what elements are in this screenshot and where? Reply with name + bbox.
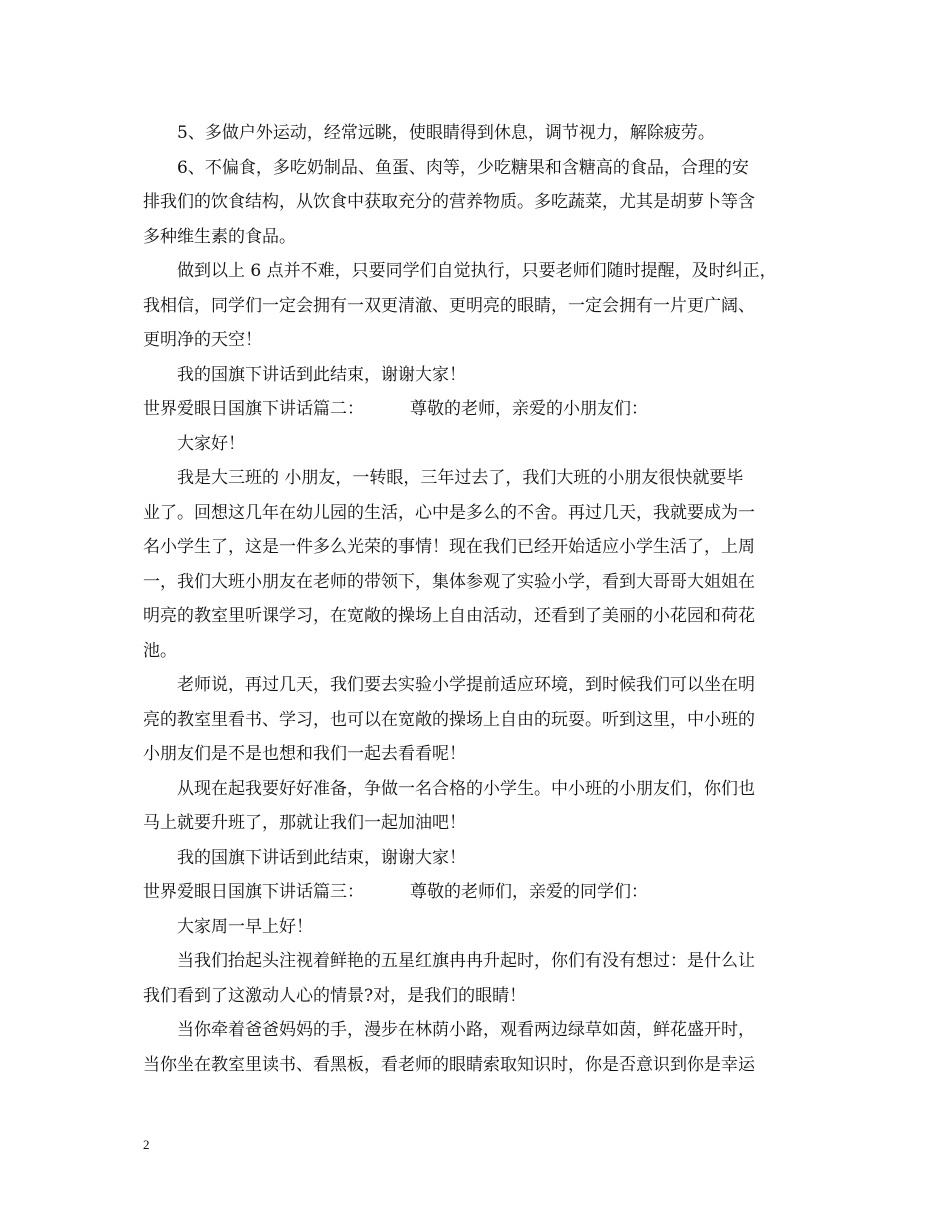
section-greeting: 尊敬的老师们，亲爱的同学们：: [410, 882, 648, 902]
text-line: 大家周一早上好！: [177, 916, 313, 937]
text-line: 5、多做户外运动，经常远眺，使眼睛得到休息，调节视力，解除疲劳。: [177, 123, 715, 143]
text-line: 小朋友们是不是也想和我们一起去看看呢！: [143, 744, 466, 764]
text-line: 从现在起我要好好准备，争做一名合格的小学生。中小班的小朋友们，你们也: [177, 778, 755, 799]
section-heading-line: [143, 392, 833, 427]
text-line: 多种维生素的食品。: [143, 226, 296, 247]
section-title: 世界爱眼日国旗下讲话篇三：: [143, 882, 364, 902]
text-line: 当你牵着爸爸妈妈的手，漫步在林荫小路，观看两边绿草如茵，鲜花盛开时，: [177, 1020, 755, 1040]
text-line: 我们看到了这激动人心的情景?对，是我们的眼睛！: [143, 985, 527, 1006]
text-line: 我是大三班的 小朋友，一转眼，三年过去了，我们大班的小朋友很快就要毕: [177, 468, 744, 488]
text-line: 当我们抬起头注视着鲜艳的五星红旗冉冉升起时，你们有没有想过：是什么让: [177, 951, 755, 971]
text-line: 排我们的饮食结构，从饮食中获取充分的营养物质。多吃蔬菜，尤其是胡萝卜等含: [143, 192, 755, 212]
text-line: 更明净的天空！: [143, 330, 262, 350]
section-title: 世界爱眼日国旗下讲话篇二：: [143, 399, 364, 419]
document-body: [143, 116, 833, 1082]
text-line: 老师说，再过几天，我们要去实验小学提前适应环境，到时候我们可以坐在明: [177, 675, 755, 695]
section-greeting: 尊敬的老师，亲爱的小朋友们：: [410, 399, 648, 419]
text-line: 我相信，同学们一定会拥有一双更清澈、更明亮的眼睛，一定会拥有一片更广阔、: [143, 295, 755, 316]
text-line: 一，我们大班小朋友在老师的带领下，集体参观了实验小学，看到大哥哥大姐姐在: [143, 571, 755, 592]
text-line: 名小学生了，这是一件多么光荣的事情！现在我们已经开始适应小学生活了，上周: [143, 537, 755, 557]
text-line: 做到以上 6 点并不难，只要同学们自觉执行，只要老师们随时提醒，及时纠正，: [177, 261, 777, 281]
text-line: 亮的教室里看书、学习，也可以在宽敞的操场上自由的玩耍。听到这里，中小班的: [143, 709, 755, 730]
text-line: 当你坐在教室里读书、看黑板，看老师的眼睛索取知识时，你是否意识到你是幸运: [143, 1054, 755, 1075]
text-line: 我的国旗下讲话到此结束，谢谢大家！: [177, 847, 466, 868]
section-heading-line: [143, 875, 833, 910]
text-line: 我的国旗下讲话到此结束，谢谢大家！: [177, 364, 466, 385]
text-line: 池。: [143, 640, 177, 661]
text-line: 马上就要升班了，那就让我们一起加油吧！: [143, 813, 466, 833]
text-line: 明亮的教室里听课学习，在宽敞的操场上自由活动，还看到了美丽的小花园和荷花: [143, 606, 755, 626]
text-line: 大家好！: [177, 433, 245, 454]
text-line: 业了。回想这几年在幼儿园的生活，心中是多么的不舍。再过几天，我就要成为一: [143, 502, 755, 523]
text-line: 6、不偏食，多吃奶制品、鱼蛋、肉等，少吃糖果和含糖高的食品，合理的安: [177, 157, 749, 178]
page-number: 2: [143, 1137, 150, 1152]
